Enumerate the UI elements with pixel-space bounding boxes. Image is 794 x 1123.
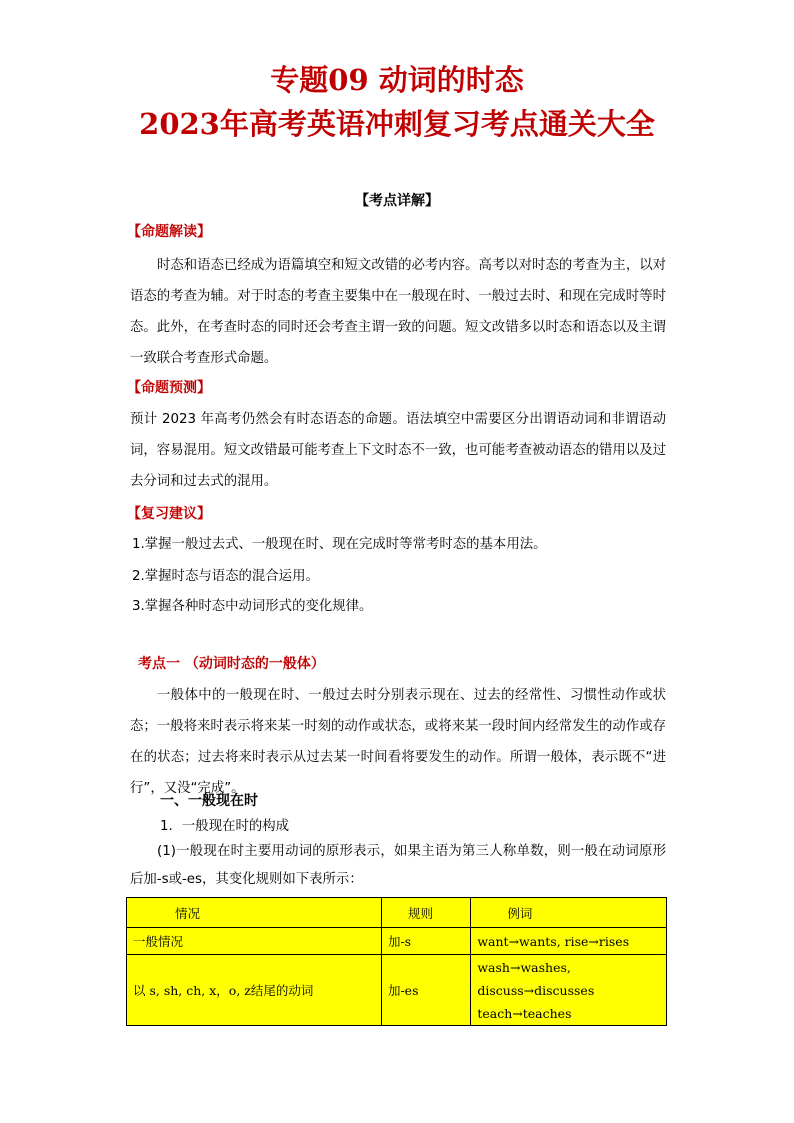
table-header: 情况 [127,898,382,928]
sub-heading: 一、一般现在时 [160,793,258,809]
point-heading: 考点一 （动词时态的一般体） [138,656,325,672]
section-heading: 【考点详解】 [355,193,439,209]
point-intro: 一般体中的一般现在时、一般过去时分别表示现在、过去的经常性、习惯性动作或状态；一般将来时表示将来某一时刻的动作或状态，或将来某一段时间内经常发生的动作或存在的状态；过去将来时表示从过去某一时间看将要发生的动作。所谓一般体，表示既不“进行”，又没“完成”。 [130,688,666,796]
table-row [127,955,667,1026]
rule-text: (1)一般现在时主要用动词的原形表示，如果主语为第三人称单数，则一般在动词原形后加-s或-es，其变化规则如下表所示： [130,844,666,887]
prediction-text: 预计 2023 年高考仍然会有时态语态的命题。语法填空中需要区分出谓语动词和非谓语动词，容易混用。短文改错最可能考查上下文时态不一致，也可能考查被动语态的错用以及过去分词和过去式的混用。 [130,412,666,489]
table-cell-example: want→wants, rise→rises [471,928,667,955]
advice-item: 1.掌握一般过去式、一般现在时、现在完成时等常考时态的基本用法。 [132,537,547,552]
example-line: discuss→discusses [477,982,595,998]
example-line: wash→washes, [477,959,571,975]
advice-item: 2.掌握时态与语态的混合运用。 [132,569,319,584]
table-cell-case: 以 s, sh, ch, x，o, z结尾的动词 [127,955,382,1026]
prediction-label: 【命题预测】 [127,380,211,396]
table-header: 例词 [471,898,667,928]
table-header-row [127,898,667,928]
interpretation-label: 【命题解读】 [127,224,211,240]
sub-item: 1．一般现在时的构成 [160,819,290,834]
example-line: teach→teaches [477,1005,572,1021]
page-title: 专题09 动词的时态 [270,63,524,97]
advice-item: 3.掌握各种时态中动词形式的变化规律。 [132,599,373,614]
page-subtitle: 2023年高考英语冲刺复习考点通关大全 [139,107,655,141]
advice-label: 【复习建议】 [127,506,211,522]
table-cell-rule: 加-es [381,955,470,1026]
interpretation-text: 时态和语态已经成为语篇填空和短文改错的必考内容。高考以对时态的考查为主，以对语态的考查为辅。对于时态的考查主要集中在一般现在时、一般过去时、和现在完成时等时态。此外，在考查时态的同时还会考查主谓一致的问题。短文改错多以时态和语态以及主谓一致联合考查形式命题。 [130,258,666,366]
table-cell-case: 一般情况 [127,928,382,955]
table-row [127,928,667,955]
table-cell-rule: 加-s [381,928,470,955]
table-header: 规则 [381,898,470,928]
verb-rule-table [126,897,667,1026]
table-cell-examples [471,955,667,1026]
